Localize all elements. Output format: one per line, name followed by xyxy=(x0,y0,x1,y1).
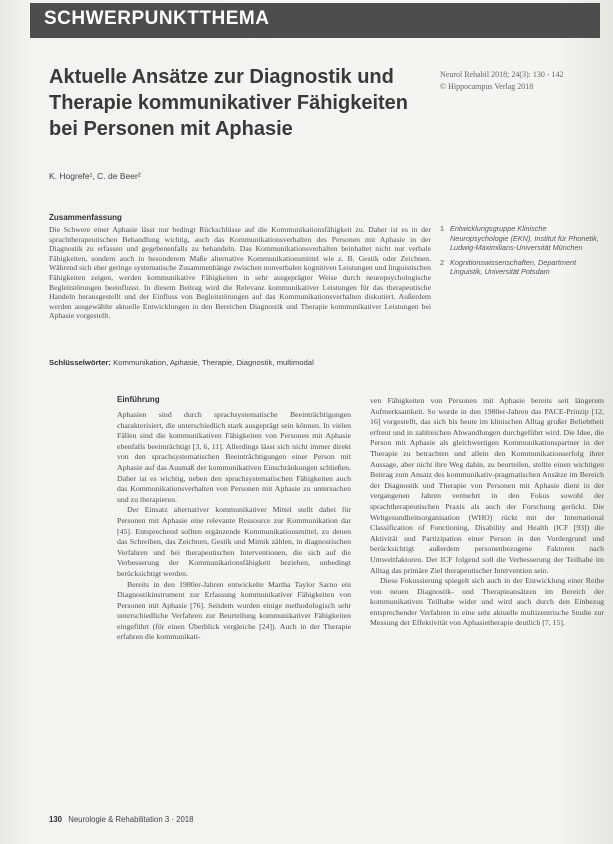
keywords xyxy=(49,358,431,367)
body-paragraph: ven Fähigkeiten von Personen mit Aphasie bereits seit längerem Aufmerksamkeit. So wurde in den 1980er-Jahren das PACE-Prinzip [12, 16] vorgestellt, das sich bis heute im klinischen Alltag großer Beliebtheit erfreut und in zahlreichen Abwandlungen durchgeführt wird. Die Idee, die Person mit Aphasie als gleichwertigen Kommunikationspartner in der Therapie zu betrachten und allein den Kommunikationserfolg ihrer Aussage, aber nicht ihre Weg dahin, zu beurteilen, stellte einen wichtigen Beitrag zum Ansatz des kommunikativ-pragmatischen Ansätze im Bereich der Diagnostik und Therapie von Personen mit Aphasie dient in der vergangenen Jahren vermehrt in den Fokus sowohl der sprachtherapeutischen Praxis als auch der Forschung gerückt. Die Weltgesundheitsorganisation (WHO) rückt mit der International Classification of Functioning, Disability and Health (ICF [93]) die Aktivität und Partizipation einer Person in den Vordergrund und berücksichtigt außerdem personenbezogene Faktoren nach Umweltfaktoren. Der ICF folgend soll die Verbesserung der Teilhabe im Alltag das primäre Ziel therapeutischer Intervention sein. xyxy=(370,396,604,575)
affiliation-number: 2 xyxy=(440,257,445,267)
authors: K. Hogrefe¹, C. de Beer² xyxy=(49,171,141,181)
publication-meta xyxy=(440,69,600,93)
affiliation-text: Kognitionswissenschaften, Department Linguistik, Universität Potsdam xyxy=(450,257,577,277)
body-column-left xyxy=(117,410,351,643)
keywords-label: Schlüsselwörter: xyxy=(49,358,111,367)
article-title-line: Therapie kommunikativer Fähigkeiten xyxy=(49,92,408,114)
body-paragraph: Der Einsatz alternativer kommunikativer Mittel stellt dabei für Personen mit Aphasie eine relevante Ressource zur Kommunikation dar [45]. Entsprechend sollten ergänzende Kommunikationsmittel, zu denen das Schreiben, das Zeichnen, Gestik und Mimik zählen, in diagnostischen Verfahren und bei therapeutischen Interventionen, die sich auf die Verbesserung der Kommunikationsfähigkeit beziehen, unbedingt berücksichtigt werden. xyxy=(117,505,351,578)
abstract-heading: Zusammenfassung xyxy=(49,213,122,222)
abstract-text: Die Schwere einer Aphasie lässt nur bedingt Rückschlüsse auf die Kommunikationsfähigkeit zu. Daher ist es in der sprachtherapeutischen Behandlung wichtig, auch das Kommunikationsverhalten des Personen mit Aphasie in der Diagnostik zu erfassen und gegebenenfalls zu behandeln. Das Kommunikationsverhalten beinhaltet nicht nur verbale Fähigkeiten, sondern auch in besonderem Maße alternative Kommunikationsmittel wie z. B. Gestik oder Zeichnen. Während sich eher geringe systematische Zusammenhänge zwischen nonverbalen kognitiven Leistungen und linguistischen Fähigkeiten zeigen, werden kommunikative Fähigkeiten in sehr ausgeprägter Weise durch neuropsychologische Begleitstörungen beeinflusst. In diesem Beitrag wird die Relevanz kommunikativer Leistungen für das therapeutische Handeln herausgestellt und der Einfluss von Begleitstörungen auf das Kommunikationsverhalten diskutiert. Außerdem werden ausgewählte aktuelle Entwicklungen in den Bereichen Diagnostik und Therapie kommunikativer Leistungen bei Aphasie vorgestellt. xyxy=(49,225,431,321)
journal-name: Neurologie & Rehabilitation 3 · 2018 xyxy=(68,815,194,824)
article-title xyxy=(49,64,408,142)
affiliation-item xyxy=(440,224,605,253)
keywords-list: Kommunikation, Aphasie, Therapie, Diagnostik, multimodal xyxy=(113,358,314,367)
section-title: SCHWERPUNKTTHEMA xyxy=(44,8,270,29)
citation-line: Neurol Rehabil 2018; 24(3): 130 - 142 xyxy=(440,70,564,79)
affiliation-number: 1 xyxy=(440,224,445,233)
article-title-line: bei Personen mit Aphasie xyxy=(49,118,293,140)
affiliations xyxy=(440,224,605,282)
intro-heading: Einführung xyxy=(117,395,160,404)
body-paragraph: Aphasien sind durch sprachsystematische Beeinträchtigungen charakterisiert, die unterschiedlich stark ausgeprägt sein können. In vielen Fällen sind die kommunikativen Fähigkeiten von Personen mit Aphasie ebenfalls beeinträchtigt [3, 6, 11]. Allerdings lässt sich nicht immer direkt von den sprachsystematischen Beeinträchtigungen einer Person mit Aphasie auf das Ausmaß der kommunikativen Einschränkungen schließen. Daher ist es wichtig, neben den sprachsystematischen Fähigkeiten auch das Kommunikationsverhalten von Personen mit Aphasie zu untersuchen und zu therapieren. xyxy=(117,410,351,504)
body-paragraph: Diese Fokussierung spiegelt sich auch in der Entwicklung einer Reihe von neuen Diagnostik- und Therapieansätzen im Bereich der kommunikativen Teilhabe wider und wird auch durch den Einbezug entsprechender Verfahren in eine sehr aktuelle multizentrische Studie zur Messung der Effektivität von Aphasietherapie deutlich [7, 15]. xyxy=(370,576,604,628)
body-column-right xyxy=(370,396,604,629)
affiliation-item xyxy=(440,258,605,277)
page-footer xyxy=(49,815,193,824)
body-paragraph: Bereits in den 1980er-Jahren entwickelte Martha Taylor Sarno ein Diagnostikinstrument zur Erfassung kommunikativer Fähigkeiten von Personen mit Aphasie [76]. Seitdem wurden einige methodologisch sehr unterschiedliche Verfahren zur Beurteilung kommunikativer Fähigkeiten eingeführt (für einen Überblick vergleiche [24]). Auch in der Therapie erfahren die kommunikati- xyxy=(117,579,351,642)
page-number: 130 xyxy=(49,815,63,824)
affiliation-text: Entwicklungsgruppe Klinische Neuropsychologie (EKN), Institut für Phonetik, Ludwig-Maximilians-Universität München xyxy=(450,224,599,253)
article-title-line: Aktuelle Ansätze zur Diagnostik und xyxy=(49,66,394,88)
copyright-line: © Hippocampus Verlag 2018 xyxy=(440,82,534,91)
